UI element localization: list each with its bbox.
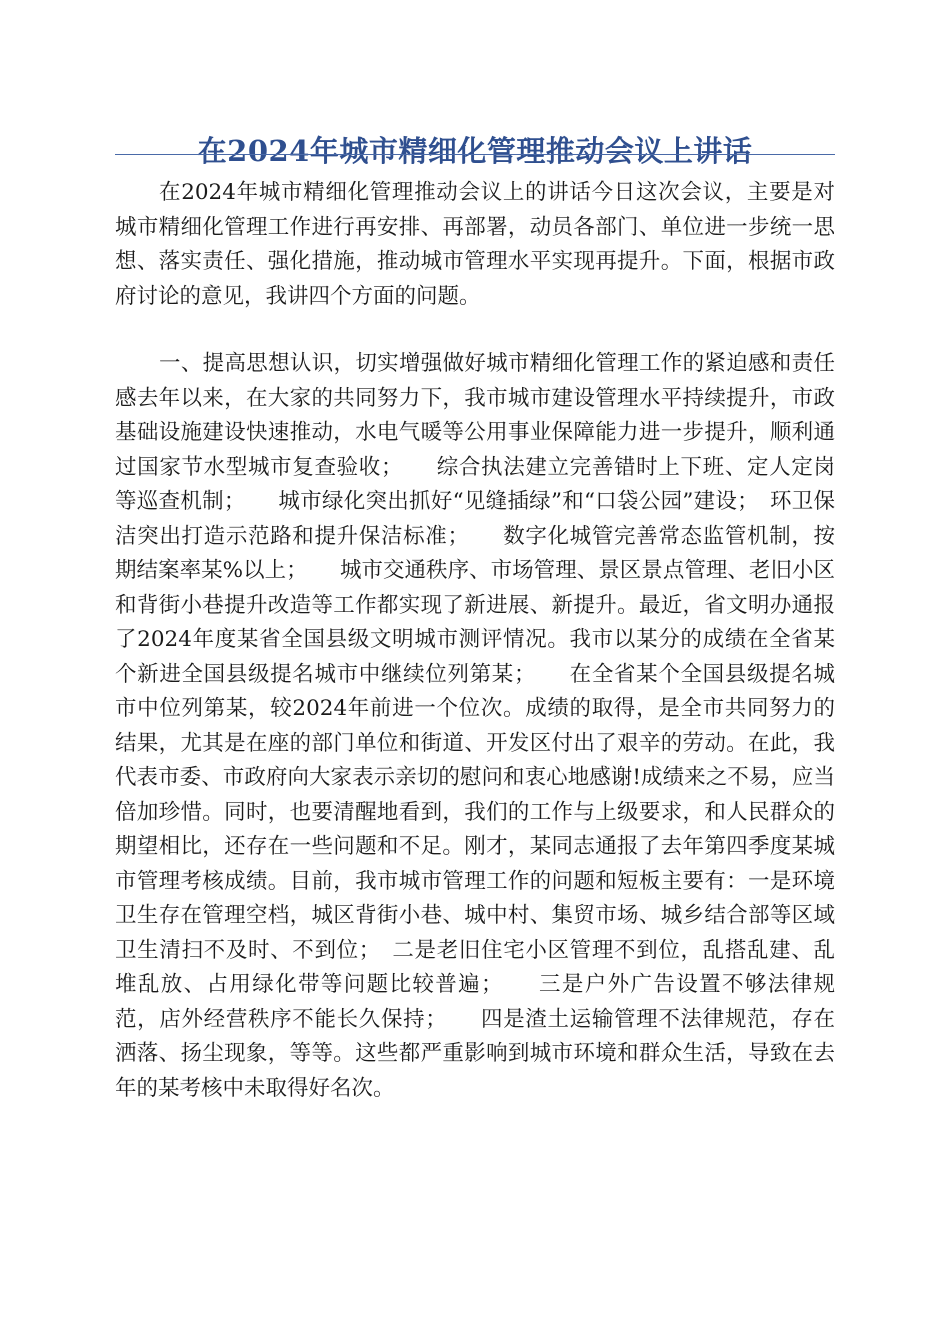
title-underline: [115, 154, 835, 155]
paragraph-section-one: 一、提高思想认识，切实增强做好城市精细化管理工作的紧迫感和责任感去年以来，在大家的共同努力下，我市城市建设管理水平持续提升，市政基础设施建设快速推动，水电气暖等公用事业保障能力进一步提升，顺利通过国家节水型城市复查验收； 综合执法建立完善错时上下班、定人定岗等巡查机制； 城市绿化突出抓好“见缝插绿”和“口袋公园”建设； 环卫保洁突出打造示范路和提升保洁标准； 数字化城管完善常态监管机制，按期结案率某%以上； 城市交通秩序、市场管理、景区景点管理、老旧小区和背街小巷提升改造等工作都实现了新进展、新提升。最近，省文明办通报了2024年度某省全国县级文明城市测评情况。我市以某分的成绩在全省某个新进全国县级提名城市中继续位列第某； 在全省某个全国县级提名城市中位列第某，较2024年前进一个位次。成绩的取得，是全市共同努力的结果，尤其是在座的部门单位和街道、开发区付出了艰辛的劳动。在此，我代表市委、市政府向大家表示亲切的慰问和衷心地感谢!成绩来之不易，应当倍加珍惜。同时，也要清醒地看到，我们的工作与上级要求，和人民群众的期望相比，还存在一些问题和不足。刚才，某同志通报了去年第四季度某城市管理考核成绩。目前，我市城市管理工作的问题和短板主要有：一是环境卫生存在管理空档，城区背街小巷、城中村、集贸市场、城乡结合部等区域卫生清扫不及时、不到位； 二是老旧住宅小区管理不到位，乱搭乱建、乱堆乱放、占用绿化带等问题比较普遍； 三是户外广告设置不够法律规范，店外经营秩序不能长久保持； 四是渣土运输管理不法律规范，存在洒落、扬尘现象，等等。这些都严重影响到城市环境和群众生活，导致在去年的某考核中未取得好名次。: [115, 351, 835, 1101]
paragraph-intro: 在2024年城市精细化管理推动会议上的讲话今日这次会议，主要是对城市精细化管理工作进行再安排、再部署，动员各部门、单位进一步统一思想、落实责任、强化措施，推动城市管理水平实现再提升。下面，根据市政府讨论的意见，我讲四个方面的问题。: [115, 180, 835, 309]
document-title: 在2024年城市精细化管理推动会议上讲话: [197, 134, 753, 169]
